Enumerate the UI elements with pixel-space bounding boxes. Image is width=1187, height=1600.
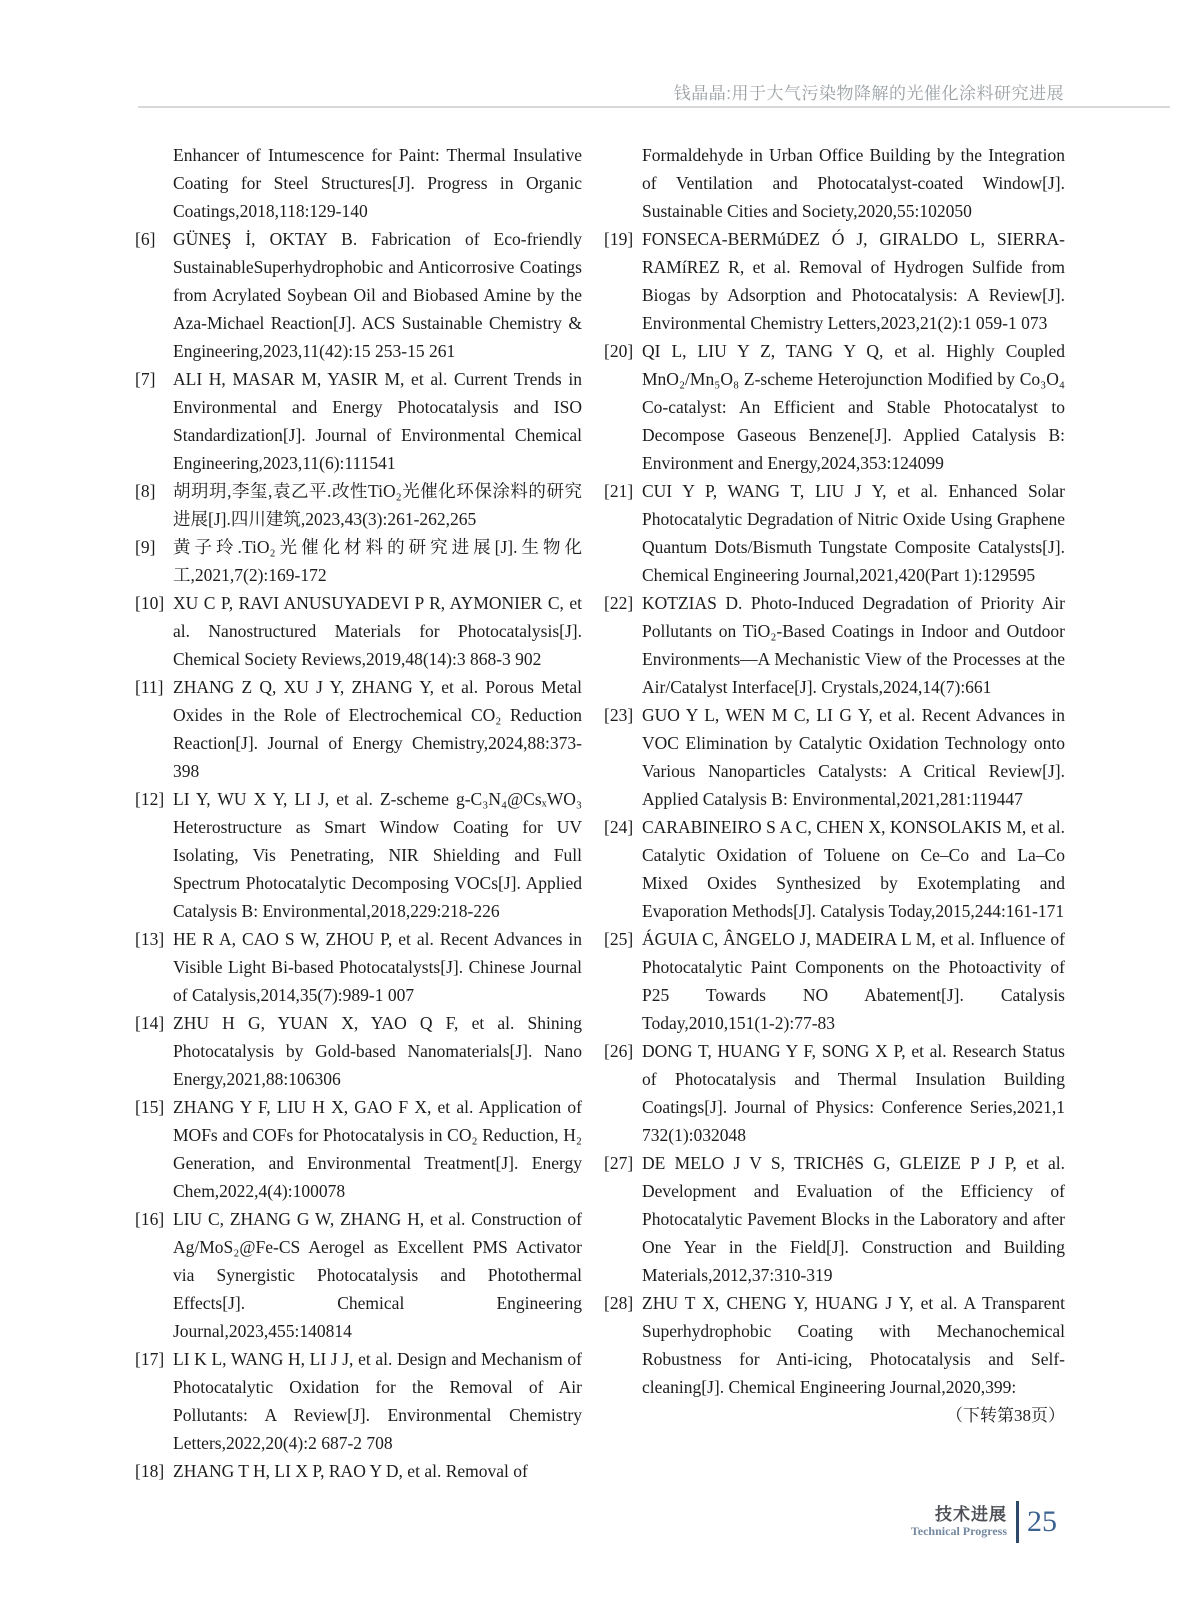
reference-text: ZHU H G, YUAN X, YAO Q F, et al. Shining Photocatalysis by Gold-based Nanomaterials[J]. Nano Energy,2021,88:106306 — [173, 1013, 582, 1089]
reference-text: DONG T, HUANG Y F, SONG X P, et al. Research Status of Photocatalysis and Thermal Insulation Building Coatings[J]. Journal of Physics: Conference Series,2021,1 732(1):032048 — [642, 1041, 1065, 1145]
reference-text: 黄子玲.TiO₂光催化材料的研究进展[J].生物化工,2021,7(2):169-172 — [173, 537, 582, 585]
reference-item — [135, 141, 582, 225]
reference-item — [604, 1037, 1065, 1149]
reference-label: [27] — [604, 1153, 634, 1173]
reference-label: [22] — [604, 593, 634, 613]
reference-text: XU C P, RAVI ANUSUYADEVI P R, AYMONIER C, et al. Nanostructured Materials for Photocatalysis[J]. Chemical Society Reviews,2019,48(14):3 868-3 902 — [173, 593, 582, 669]
reference-label: [13] — [135, 929, 165, 949]
reference-label: [9] — [135, 537, 156, 557]
reference-item — [135, 589, 582, 673]
reference-label: [26] — [604, 1041, 634, 1061]
reference-label: [25] — [604, 929, 634, 949]
reference-text: Enhancer of Intumescence for Paint: Thermal Insulative Coating for Steel Structures[J]. Progress in Organic Coatings,2018,118:129-140 — [173, 145, 582, 221]
reference-text: ZHU T X, CHENG Y, HUANG J Y, et al. A Transparent Superhydrophobic Coating with Mechanochemical Robustness for Anti-icing, Photocatalysis and Self-cleaning[J]. Chemical Engineering Journal,2020,399: — [642, 1293, 1065, 1397]
reference-text: HE R A, CAO S W, ZHOU P, et al. Recent Advances in Visible Light Bi-based Photocatalysts[J]. Chinese Journal of Catalysis,2014,35(7):989-1 007 — [173, 929, 582, 1005]
reference-text: CUI Y P, WANG T, LIU J Y, et al. Enhanced Solar Photocatalytic Degradation of Nitric Oxide Using Graphene Quantum Dots/Bismuth Tungstate Composite Catalysts[J]. Chemical Engineering Journal,2021,420(Part 1):129595 — [642, 481, 1065, 585]
reference-text: ALI H, MASAR M, YASIR M, et al. Current Trends in Environmental and Energy Photocatalysis and ISO Standardization[J]. Journal of Environmental Chemical Engineering,2023,11(6):111541 — [173, 369, 582, 473]
reference-text: 胡玥玥,李玺,袁乙平.改性TiO₂光催化环保涂料的研究进展[J].四川建筑,2023,43(3):261-262,265 — [173, 481, 582, 529]
reference-label: [28] — [604, 1293, 634, 1313]
reference-label: [24] — [604, 817, 634, 837]
reference-item — [604, 925, 1065, 1037]
reference-item — [135, 673, 582, 785]
page-footer — [911, 1501, 1057, 1543]
footer-section-title-cn: 技术进展 — [935, 1505, 1007, 1524]
reference-text: DE MELO J V S, TRICHêS G, GLEIZE P J P, et al. Development and Evaluation of the Efficiency of Photocatalytic Pavement Blocks in the Laboratory and after One Year in the Field[J]. Construction and Building Materials,2012,37:310-319 — [642, 1153, 1065, 1285]
reference-label: [16] — [135, 1209, 165, 1229]
reference-text: GUO Y L, WEN M C, LI G Y, et al. Recent Advances in VOC Elimination by Catalytic Oxidation Technology onto Various Nanoparticles Catalysts: A Critical Review[J]. Applied Catalysis B: Environmental,2021,281:119447 — [642, 705, 1065, 809]
reference-text: Formaldehyde in Urban Office Building by the Integration of Ventilation and Photocatalyst-coated Window[J]. Sustainable Cities and Society,2020,55:102050 — [642, 145, 1065, 221]
reference-item — [604, 701, 1065, 813]
reference-item — [604, 813, 1065, 925]
reference-text: FONSECA-BERMúDEZ Ó J, GIRALDO L, SIERRA-RAMíREZ R, et al. Removal of Hydrogen Sulfide from Biogas by Adsorption and Photocatalysis: A Review[J]. Environmental Chemistry Letters,2023,21(2):1 059-1 073 — [642, 229, 1065, 333]
reference-label: [23] — [604, 705, 634, 725]
reference-text: GÜNEŞ İ, OKTAY B. Fabrication of Eco-friendly SustainableSuperhydrophobic and Anticorrosive Coatings from Acrylated Soybean Oil and Biobased Amine by the Aza-Michael Reaction[J]. ACS Sustainable Chemistry & Engineering,2023,11(42):15 253-15 261 — [173, 229, 582, 361]
reference-label: [6] — [135, 229, 156, 249]
page-number: 25 — [1027, 1505, 1057, 1538]
reference-item — [135, 925, 582, 1009]
reference-label: [19] — [604, 229, 634, 249]
reference-item — [135, 1205, 582, 1345]
references-column-left — [135, 141, 582, 1485]
references-section — [135, 141, 1065, 1485]
reference-label: [14] — [135, 1013, 165, 1033]
reference-label: [17] — [135, 1349, 165, 1369]
reference-text: LI Y, WU X Y, LI J, et al. Z-scheme g-C₃N₄@CsₓWO₃ Heterostructure as Smart Window Coating for UV Isolating, Vis Penetrating, NIR Shielding and Full Spectrum Photocatalytic Decomposing VOCs[J]. Applied Catalysis B: Environmental,2018,229:218-226 — [173, 789, 582, 921]
reference-text: LI K L, WANG H, LI J J, et al. Design and Mechanism of Photocatalytic Oxidation for the Removal of Air Pollutants: A Review[J]. Environmental Chemistry Letters,2022,20(4):2 687-2 708 — [173, 1349, 582, 1453]
reference-item — [604, 589, 1065, 701]
reference-item — [135, 365, 582, 477]
footer-section-title-en: Technical Progress — [910, 1524, 1007, 1538]
reference-text: CARABINEIRO S A C, CHEN X, KONSOLAKIS M, et al. Catalytic Oxidation of Toluene on Ce–Co and La–Co Mixed Oxides Synthesized by Exotemplating and Evaporation Methods[J]. Catalysis Today,2015,244:161-171 — [642, 817, 1065, 921]
reference-label: [18] — [135, 1461, 165, 1481]
running-title: 钱晶晶:用于大气污染物降解的光催化涂料研究进展 — [673, 84, 1064, 103]
reference-label: [15] — [135, 1097, 165, 1117]
reference-label: [11] — [135, 677, 164, 697]
reference-item — [135, 477, 582, 533]
reference-text: KOTZIAS D. Photo-Induced Degradation of Priority Air Pollutants on TiO₂-Based Coatings in Indoor and Outdoor Environments—A Mechanistic View of the Processes at the Air/Catalyst Interface[J]. Crystals,2024,14(7):661 — [642, 593, 1065, 697]
reference-item — [135, 533, 582, 589]
reference-label: [8] — [135, 481, 156, 501]
reference-label: [7] — [135, 369, 156, 389]
reference-label: [20] — [604, 341, 634, 361]
reference-item — [604, 141, 1065, 225]
reference-text: LIU C, ZHANG G W, ZHANG H, et al. Construction of Ag/MoS₂@Fe-CS Aerogel as Excellent PMS Activator via Synergistic Photocatalysis and Photothermal Effects[J]. Chemical Engineering Journal,2023,455:140814 — [173, 1209, 582, 1341]
header-rule — [138, 106, 1170, 108]
reference-item — [604, 1149, 1065, 1289]
footer-section-title — [911, 1506, 1007, 1538]
reference-item — [135, 225, 582, 365]
reference-item — [135, 1457, 582, 1485]
footer-divider-bar — [1016, 1501, 1019, 1543]
reference-text: ZHANG Z Q, XU J Y, ZHANG Y, et al. Porous Metal Oxides in the Role of Electrochemical CO₂ Reduction Reaction[J]. Journal of Energy Chemistry,2024,88:373-398 — [173, 677, 582, 781]
reference-text: ÁGUIA C, ÂNGELO J, MADEIRA L M, et al. Influence of Photocatalytic Paint Components on the Photoactivity of P25 Towards NO Abatement[J]. Catalysis Today,2010,151(1-2):77-83 — [642, 929, 1065, 1033]
reference-text: ZHANG T H, LI X P, RAO Y D, et al. Removal of — [173, 1461, 528, 1481]
reference-text: ZHANG Y F, LIU H X, GAO F X, et al. Application of MOFs and COFs for Photocatalysis in CO₂ Reduction, H₂ Generation, and Environmental Treatment[J]. Energy Chem,2022,4(4):100078 — [173, 1097, 582, 1201]
reference-item — [604, 337, 1065, 477]
reference-text: QI L, LIU Y Z, TANG Y Q, et al. Highly Coupled MnO₂/Mn₅O₈ Z-scheme Heterojunction Modified by Co₃O₄ Co-catalyst: An Efficient and Stable Photocatalyst to Decompose Gaseous Benzene[J]. Applied Catalysis B: Environment and Energy,2024,353:124099 — [642, 341, 1065, 473]
reference-item — [135, 1345, 582, 1457]
reference-item — [604, 477, 1065, 589]
reference-item — [135, 1093, 582, 1205]
reference-label: [10] — [135, 593, 165, 613]
references-column-right — [604, 141, 1065, 1485]
reference-item — [604, 1289, 1065, 1401]
reference-label: [12] — [135, 789, 165, 809]
reference-item — [604, 225, 1065, 337]
continuation-note: （下转第38页） — [946, 1406, 1065, 1425]
reference-item — [135, 785, 582, 925]
reference-label: [21] — [604, 481, 634, 501]
reference-item — [135, 1009, 582, 1093]
